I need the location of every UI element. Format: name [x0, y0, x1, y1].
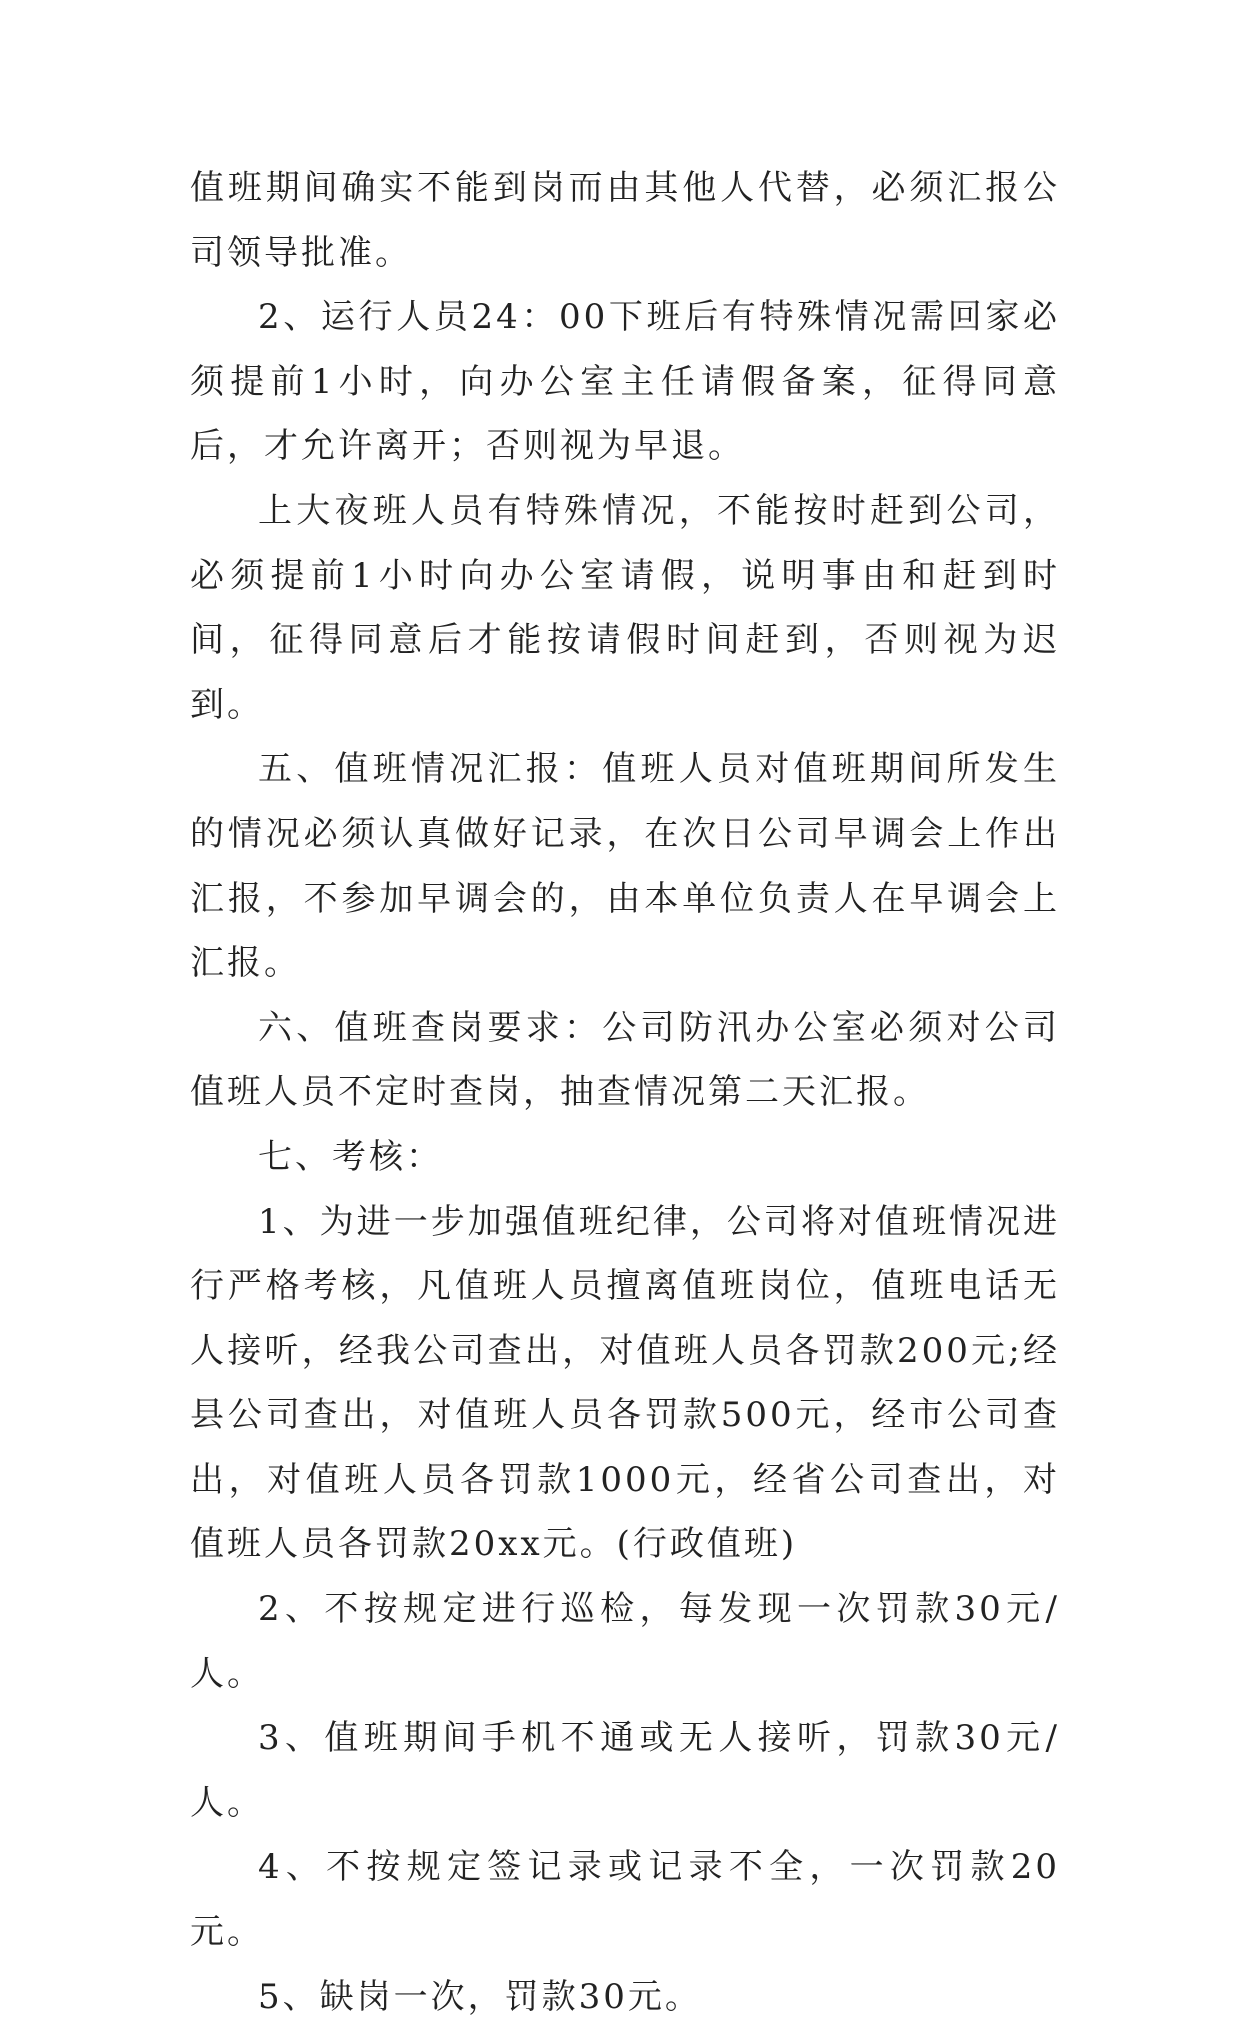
paragraph-assessment-5: 5、缺岗一次，罚款30元。	[258, 1976, 702, 2017]
paragraph-assessment-1: 1、为进一步加强值班纪律，公司将对值班情况进行严格考核，凡值班人员擅离值班岗位，值班电话无人接听，经我公司查出，对值班人员各罚款200元;经县公司查出，对值班人员各罚款500元，经市公司查出，对值班人员各罚款1000元，经省公司查出，对值班人员各罚款20xx元。(行政值班)	[190, 1201, 1060, 1565]
paragraph-duty-report: 五、值班情况汇报：值班人员对值班期间所发生的情况必须认真做好记录，在次日公司早调会上作出汇报，不参加早调会的，由本单位负责人在早调会上汇报。	[190, 749, 1060, 984]
paragraph-duty-inspection: 六、值班查岗要求：公司防汛办公室必须对公司值班人员不定时查岗，抽查情况第二天汇报。	[190, 1007, 1060, 1113]
paragraph-continuation: 值班期间确实不能到岗而由其他人代替，必须汇报公司领导批准。	[190, 168, 1060, 273]
heading-assessment: 七、考核：	[258, 1136, 443, 1177]
paragraph-night-shift: 上大夜班人员有特殊情况，不能按时赶到公司，必须提前1小时向办公室请假，说明事由和赶到时间，征得同意后才能按请假时间赶到，否则视为迟到。	[190, 490, 1060, 725]
paragraph-assessment-2: 2、不按规定进行巡检，每发现一次罚款30元/人。	[190, 1589, 1060, 1694]
paragraph-assessment-4: 4、不按规定签记录或记录不全，一次罚款20元。	[190, 1847, 1060, 1953]
paragraph-operator-leave: 2、运行人员24：00下班后有特殊情况需回家必须提前1小时，向办公室主任请假备案，征得同意后，才允许离开；否则视为早退。	[190, 297, 1060, 467]
body-text	[190, 156, 1060, 2029]
paragraph-assessment-3: 3、值班期间手机不通或无人接听，罚款30元/人。	[190, 1718, 1060, 1823]
